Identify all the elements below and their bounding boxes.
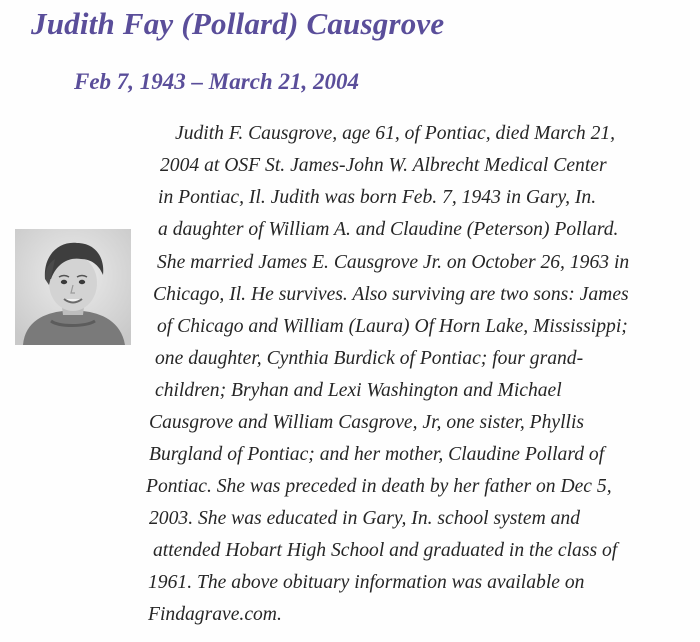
obituary-line: attended Hobart High School and graduated in the class of — [153, 540, 618, 561]
obituary-line: Pontiac. She was preceded in death by her father on Dec 5, — [146, 476, 612, 497]
obituary-line: Causgrove and William Casgrove, Jr, one sister, Phyllis — [149, 412, 585, 433]
obituary-line: one daughter, Cynthia Burdick of Pontiac; four grand- — [155, 348, 584, 369]
obituary-line: of Chicago and William (Laura) Of Horn Lake, Mississippi; — [157, 316, 628, 337]
obituary-line: Findagrave.com. — [148, 604, 282, 625]
portrait-icon — [15, 229, 131, 345]
obituary-line: Chicago, Il. He survives. Also surviving are two sons: James — [153, 284, 629, 305]
life-dates: Feb 7, 1943 – March 21, 2004 — [74, 69, 359, 94]
obituary-line: 2003. She was educated in Gary, In. school system and — [149, 508, 581, 529]
obituary-line: Judith F. Causgrove, age 61, of Pontiac, died March 21, — [175, 123, 616, 144]
obituary-line: in Pontiac, Il. Judith was born Feb. 7, 1943 in Gary, In. — [158, 187, 597, 208]
obituary-line: 1961. The above obituary information was available on — [148, 572, 585, 593]
obituary-title: Judith Fay (Pollard) Causgrove — [31, 6, 445, 41]
obituary-line: Burgland of Pontiac; and her mother, Claudine Pollard of — [149, 444, 605, 465]
obituary-line: a daughter of William A. and Claudine (Peterson) Pollard. — [158, 219, 619, 240]
portrait-photo — [15, 229, 131, 345]
obituary-line: 2004 at OSF St. James-John W. Albrecht Medical Center — [160, 155, 607, 176]
obituary-line: She married James E. Causgrove Jr. on October 26, 1963 in — [157, 252, 630, 273]
obituary-line: children; Bryhan and Lexi Washington and Michael — [155, 380, 562, 401]
